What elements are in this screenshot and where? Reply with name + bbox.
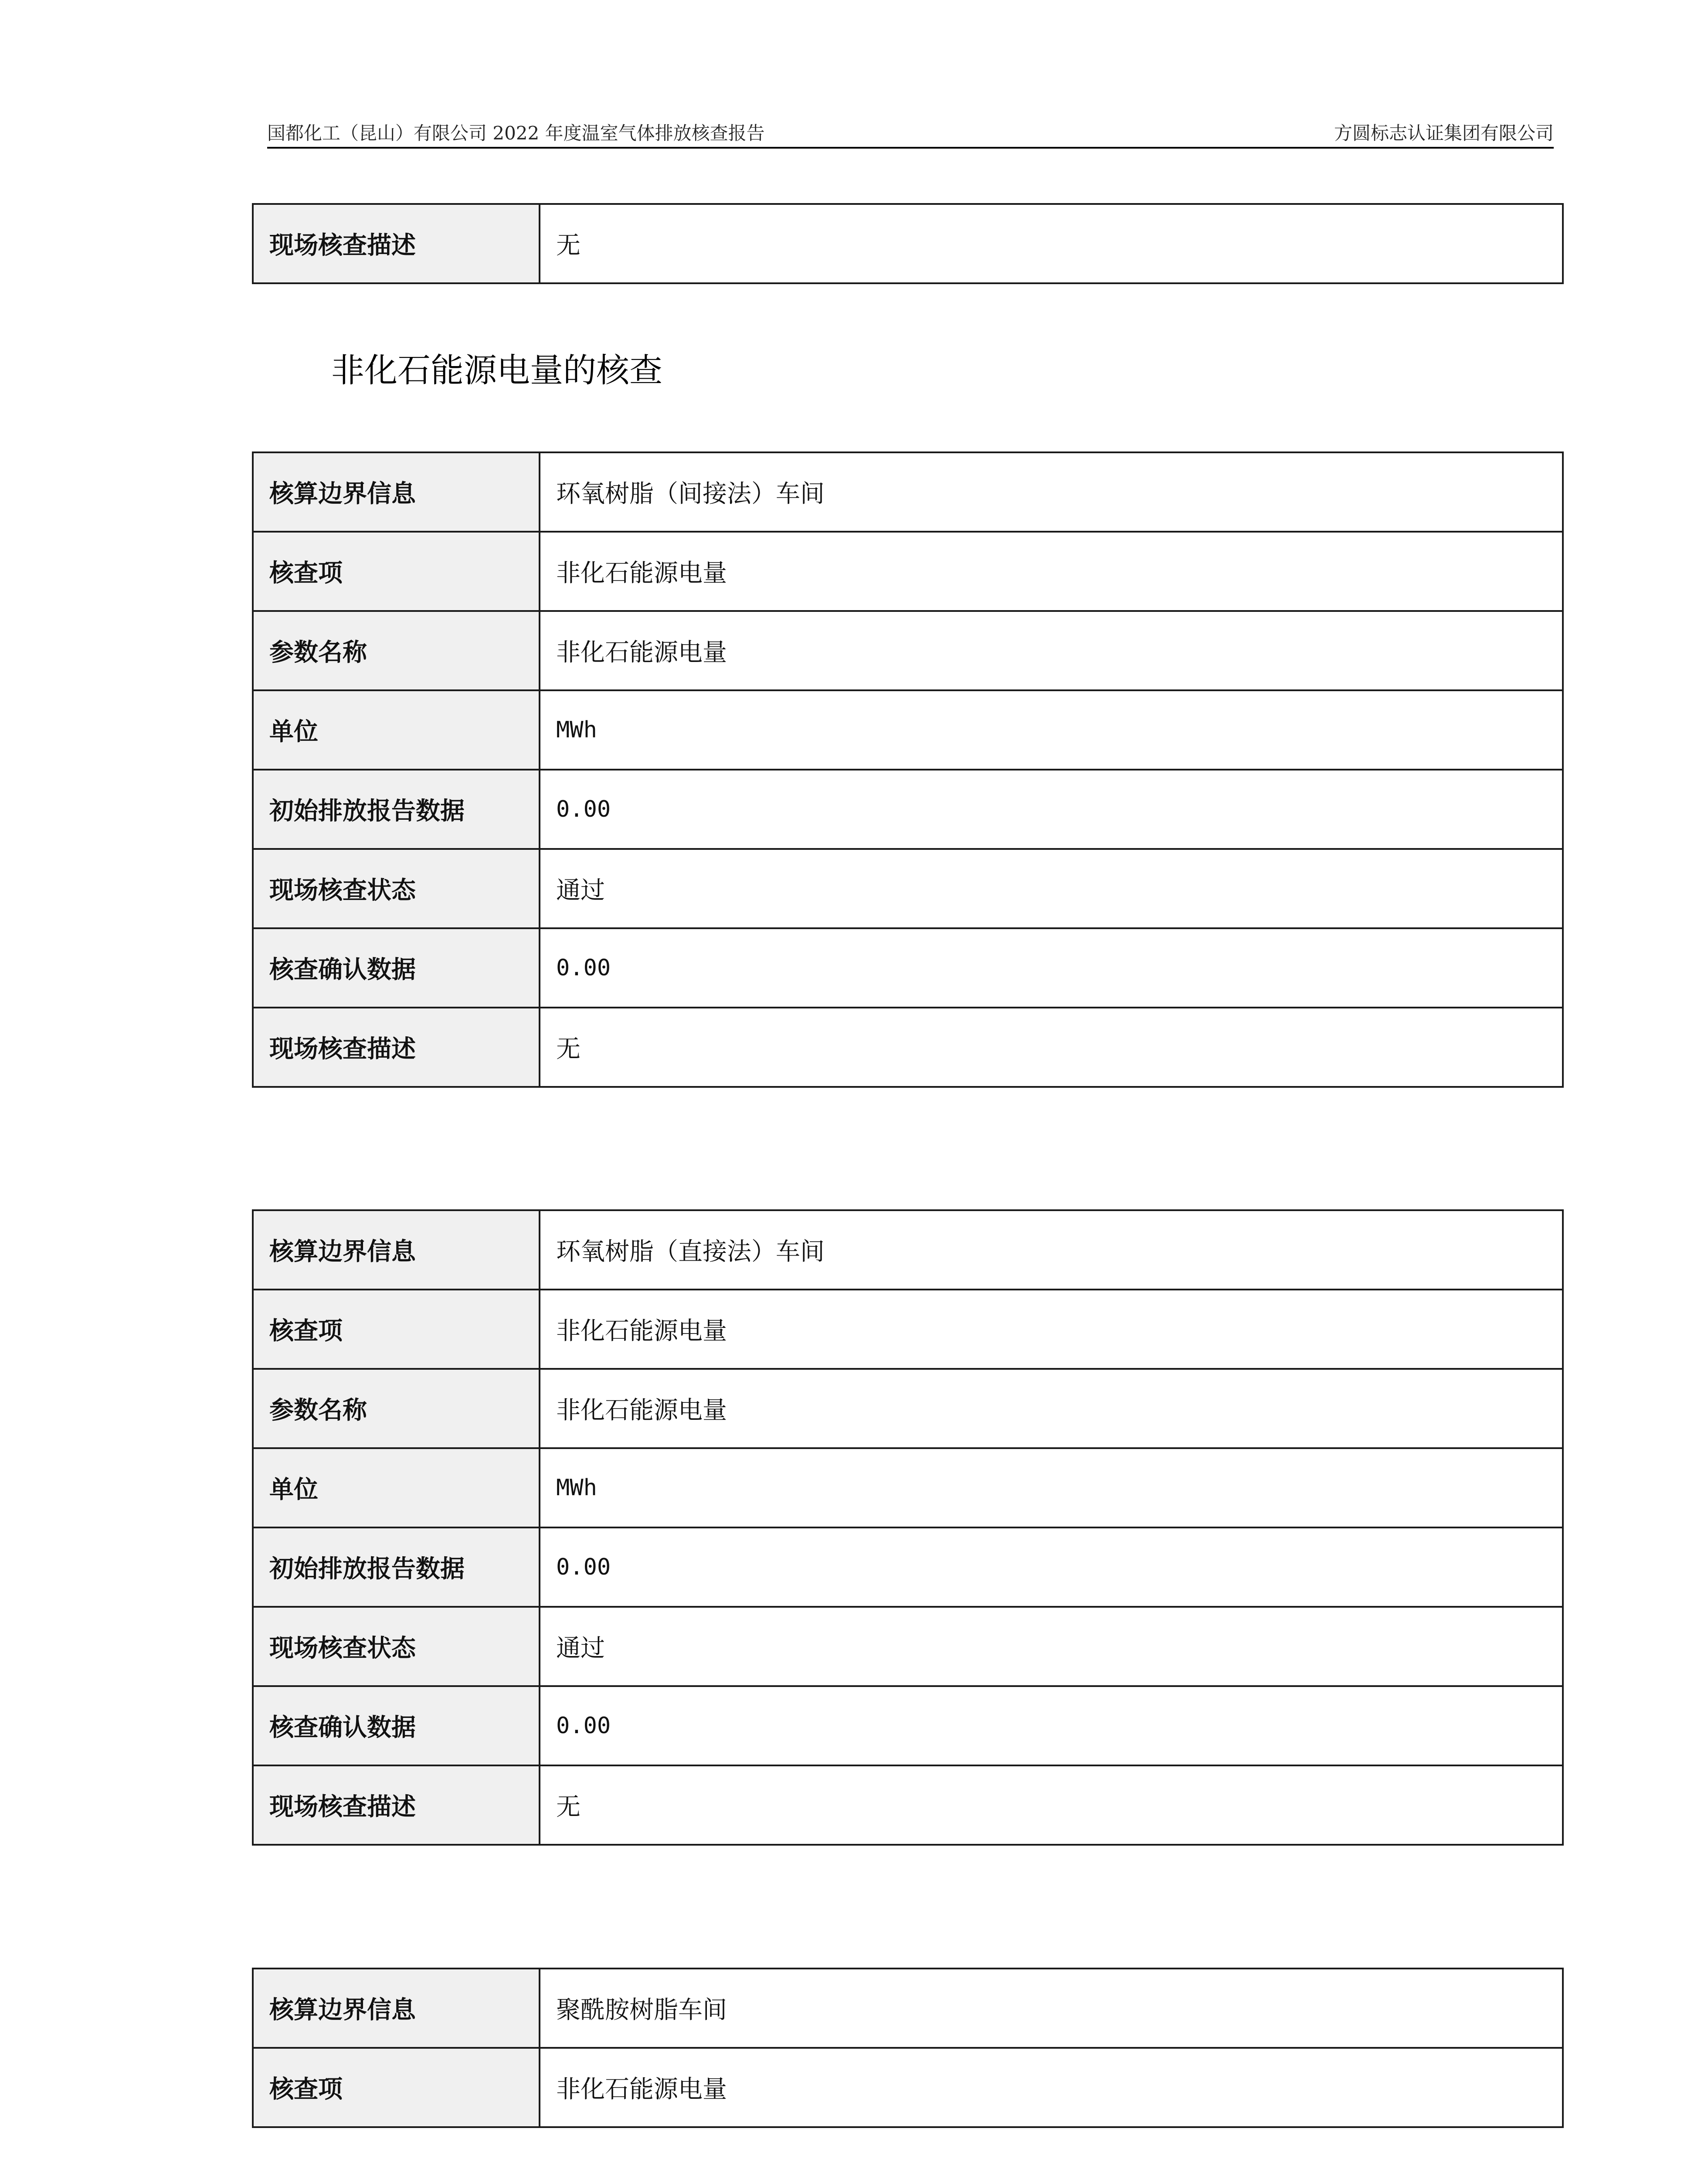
row-key: 核查项 xyxy=(253,532,540,611)
row-key: 初始排放报告数据 xyxy=(253,770,540,849)
row-key: 核查确认数据 xyxy=(253,928,540,1008)
row-value: 0.00 xyxy=(540,928,1563,1008)
table-row xyxy=(253,1686,1563,1765)
row-value: 环氧树脂（间接法）车间 xyxy=(540,452,1563,532)
row-value: 通过 xyxy=(540,849,1563,928)
verification-table-indirect xyxy=(252,451,1564,1088)
row-value: 非化石能源电量 xyxy=(540,532,1563,611)
row-value: 无 xyxy=(540,204,1563,283)
table-row xyxy=(253,532,1563,611)
section-title: 非化石能源电量的核查 xyxy=(331,351,662,390)
row-value: 无 xyxy=(540,1008,1563,1087)
row-value: MWh xyxy=(540,1448,1563,1527)
row-value: 非化石能源电量 xyxy=(540,611,1563,690)
table-row xyxy=(253,1607,1563,1686)
row-value: 0.00 xyxy=(540,770,1563,849)
row-value: 0.00 xyxy=(540,1686,1563,1765)
row-key: 参数名称 xyxy=(253,611,540,690)
row-key: 现场核查描述 xyxy=(253,1008,540,1087)
table-row xyxy=(253,452,1563,532)
table-row xyxy=(253,928,1563,1008)
row-key: 核查确认数据 xyxy=(253,1686,540,1765)
row-key: 现场核查状态 xyxy=(253,1607,540,1686)
row-key: 现场核查描述 xyxy=(253,1765,540,1845)
verification-table-continued xyxy=(252,203,1564,284)
row-value: 通过 xyxy=(540,1607,1563,1686)
page-header xyxy=(267,120,1554,149)
table-row xyxy=(253,611,1563,690)
header-report-title: 国都化工（昆山）有限公司 2022 年度温室气体排放核查报告 xyxy=(267,122,765,144)
row-key: 参数名称 xyxy=(253,1369,540,1448)
verification-table-direct xyxy=(252,1209,1564,1846)
row-key: 单位 xyxy=(253,690,540,770)
table-row xyxy=(253,1369,1563,1448)
table-row xyxy=(253,204,1563,283)
row-key: 核算边界信息 xyxy=(253,1969,540,2048)
table-row xyxy=(253,1765,1563,1845)
row-value: 聚酰胺树脂车间 xyxy=(540,1969,1563,2048)
row-key: 单位 xyxy=(253,1448,540,1527)
row-key: 核查项 xyxy=(253,1290,540,1369)
verification-table-polyamide xyxy=(252,1968,1564,2128)
table-row xyxy=(253,1448,1563,1527)
row-value: 非化石能源电量 xyxy=(540,1290,1563,1369)
table-row xyxy=(253,1527,1563,1607)
table-row xyxy=(253,1290,1563,1369)
row-value: 非化石能源电量 xyxy=(540,2048,1563,2127)
table-row xyxy=(253,1969,1563,2048)
row-value: 0.00 xyxy=(540,1527,1563,1607)
row-key: 核算边界信息 xyxy=(253,452,540,532)
row-value: 环氧树脂（直接法）车间 xyxy=(540,1210,1563,1290)
row-key: 现场核查状态 xyxy=(253,849,540,928)
table-row xyxy=(253,1210,1563,1290)
row-key: 核查项 xyxy=(253,2048,540,2127)
row-value: 非化石能源电量 xyxy=(540,1369,1563,1448)
table-row xyxy=(253,770,1563,849)
header-company: 方圆标志认证集团有限公司 xyxy=(1334,122,1554,144)
table-row xyxy=(253,2048,1563,2127)
table-row xyxy=(253,690,1563,770)
table-row xyxy=(253,849,1563,928)
row-value: 无 xyxy=(540,1765,1563,1845)
row-key: 核算边界信息 xyxy=(253,1210,540,1290)
row-value: MWh xyxy=(540,690,1563,770)
row-key: 现场核查描述 xyxy=(253,204,540,283)
row-key: 初始排放报告数据 xyxy=(253,1527,540,1607)
table-row xyxy=(253,1008,1563,1087)
